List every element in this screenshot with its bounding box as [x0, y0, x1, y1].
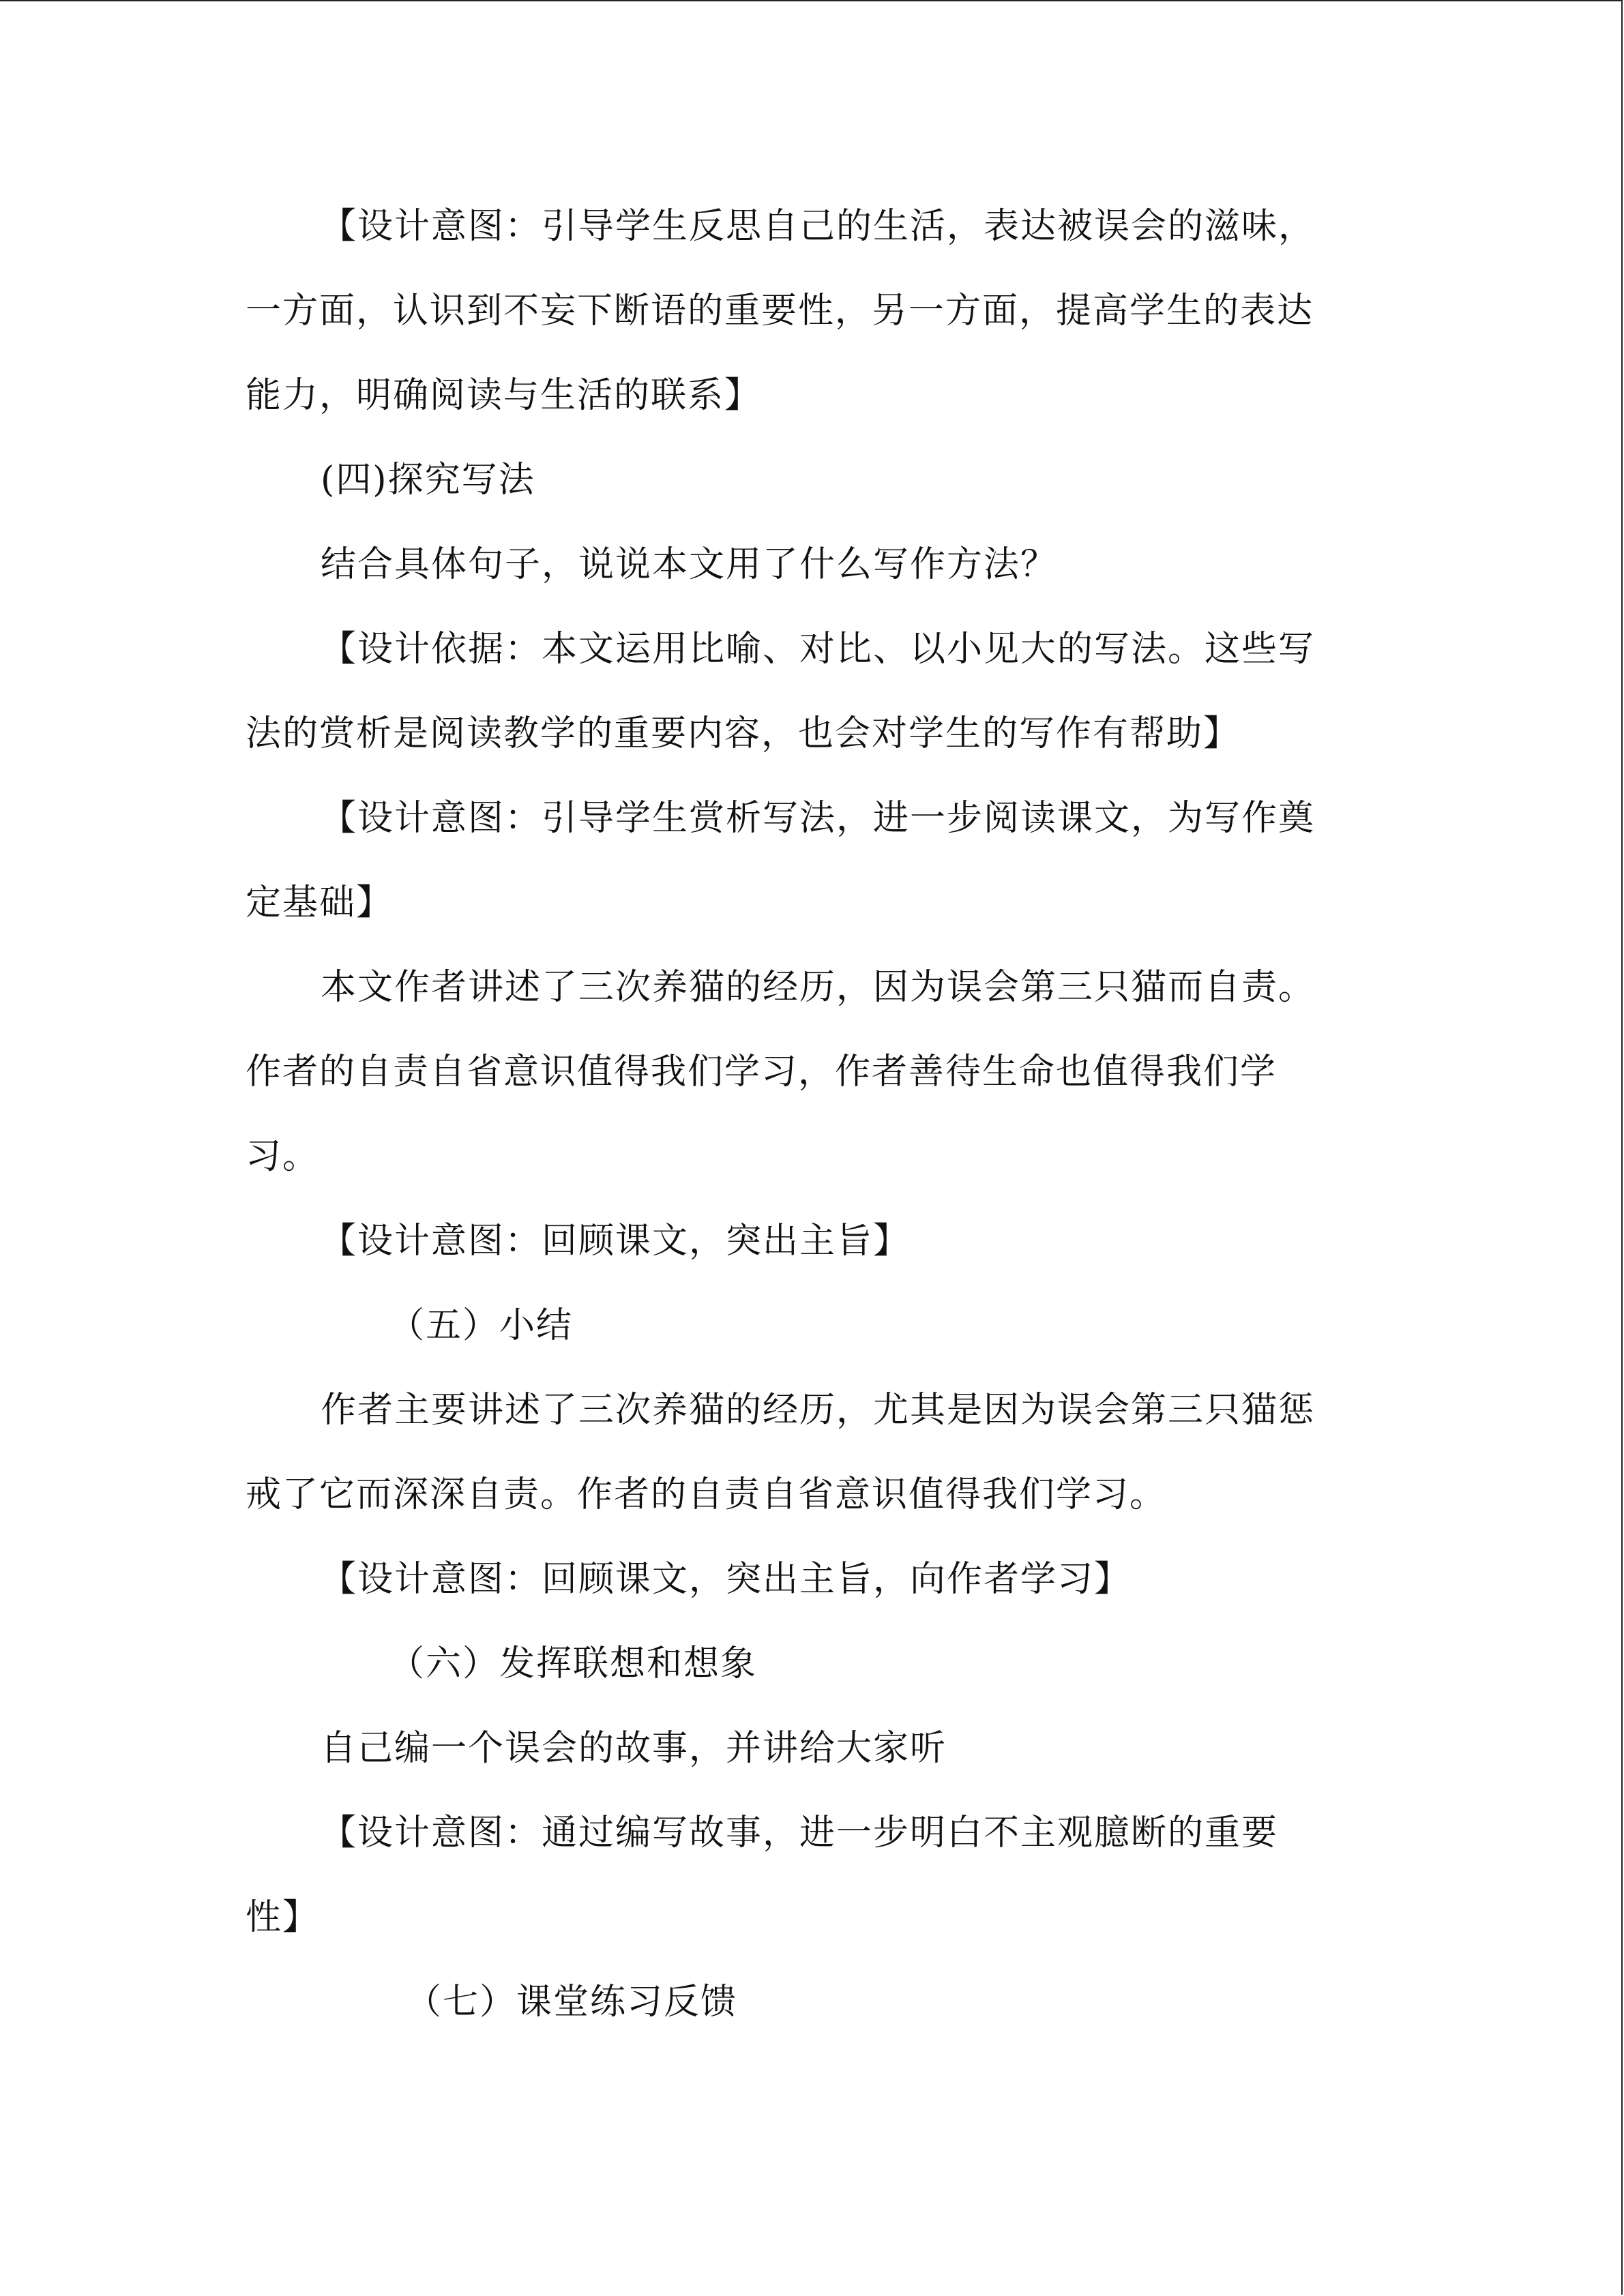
- paragraph-line: 本文作者讲述了三次养猫的经历，因为误会第三只猫而自责。: [321, 967, 1316, 1008]
- paragraph-line: 法的赏析是阅读教学的重要内容，也会对学生的写作有帮助】: [246, 713, 1241, 754]
- paragraph-line: 【设计意图：回顾课文，突出主旨，向作者学习】: [321, 1559, 1132, 1600]
- paragraph-line: 自己编一个误会的故事，并讲给大家听: [321, 1728, 947, 1769]
- paragraph-line: 性】: [246, 1897, 320, 1938]
- paragraph-line: 作者主要讲述了三次养猫的经历，尤其是因为误会第三只猫惩: [321, 1390, 1316, 1431]
- paragraph-line: 能力，明确阅读与生活的联系】: [246, 375, 762, 416]
- paragraph-line: 【设计意图：引导学生赏析写法，进一步阅读课文，为写作奠: [321, 798, 1316, 839]
- section-heading: （五）小结: [389, 1305, 574, 1346]
- paragraph-line: 戒了它而深深自责。作者的自责自省意识值得我们学习。: [246, 1474, 1167, 1515]
- section-heading: （七）课堂练习反馈: [406, 1982, 738, 2023]
- paragraph-line: 【设计意图：回顾课文，突出主旨】: [321, 1221, 911, 1262]
- paragraph-line: 定基础】: [246, 882, 394, 923]
- paragraph-line: 结合具体句子，说说本文用了什么写作方法？: [321, 544, 1058, 585]
- paragraph-line: 一方面，认识到不妄下断语的重要性，另一方面，提高学生的表达: [246, 290, 1314, 331]
- paragraph-line: 作者的自责自省意识值得我们学习，作者善待生命也值得我们学: [246, 1052, 1278, 1092]
- paragraph-line: 【设计意图：引导学生反思自己的生活，表达被误会的滋味，: [321, 206, 1316, 247]
- section-heading: (四)探究写法: [321, 460, 535, 501]
- paragraph-line: 【设计依据：本文运用比喻、对比、以小见大的写法。这些写: [321, 629, 1316, 670]
- paragraph-line: 【设计意图：通过编写故事，进一步明白不主观臆断的重要: [321, 1813, 1279, 1853]
- paragraph-line: 习。: [246, 1136, 320, 1177]
- section-heading: （六）发挥联想和想象: [389, 1643, 758, 1684]
